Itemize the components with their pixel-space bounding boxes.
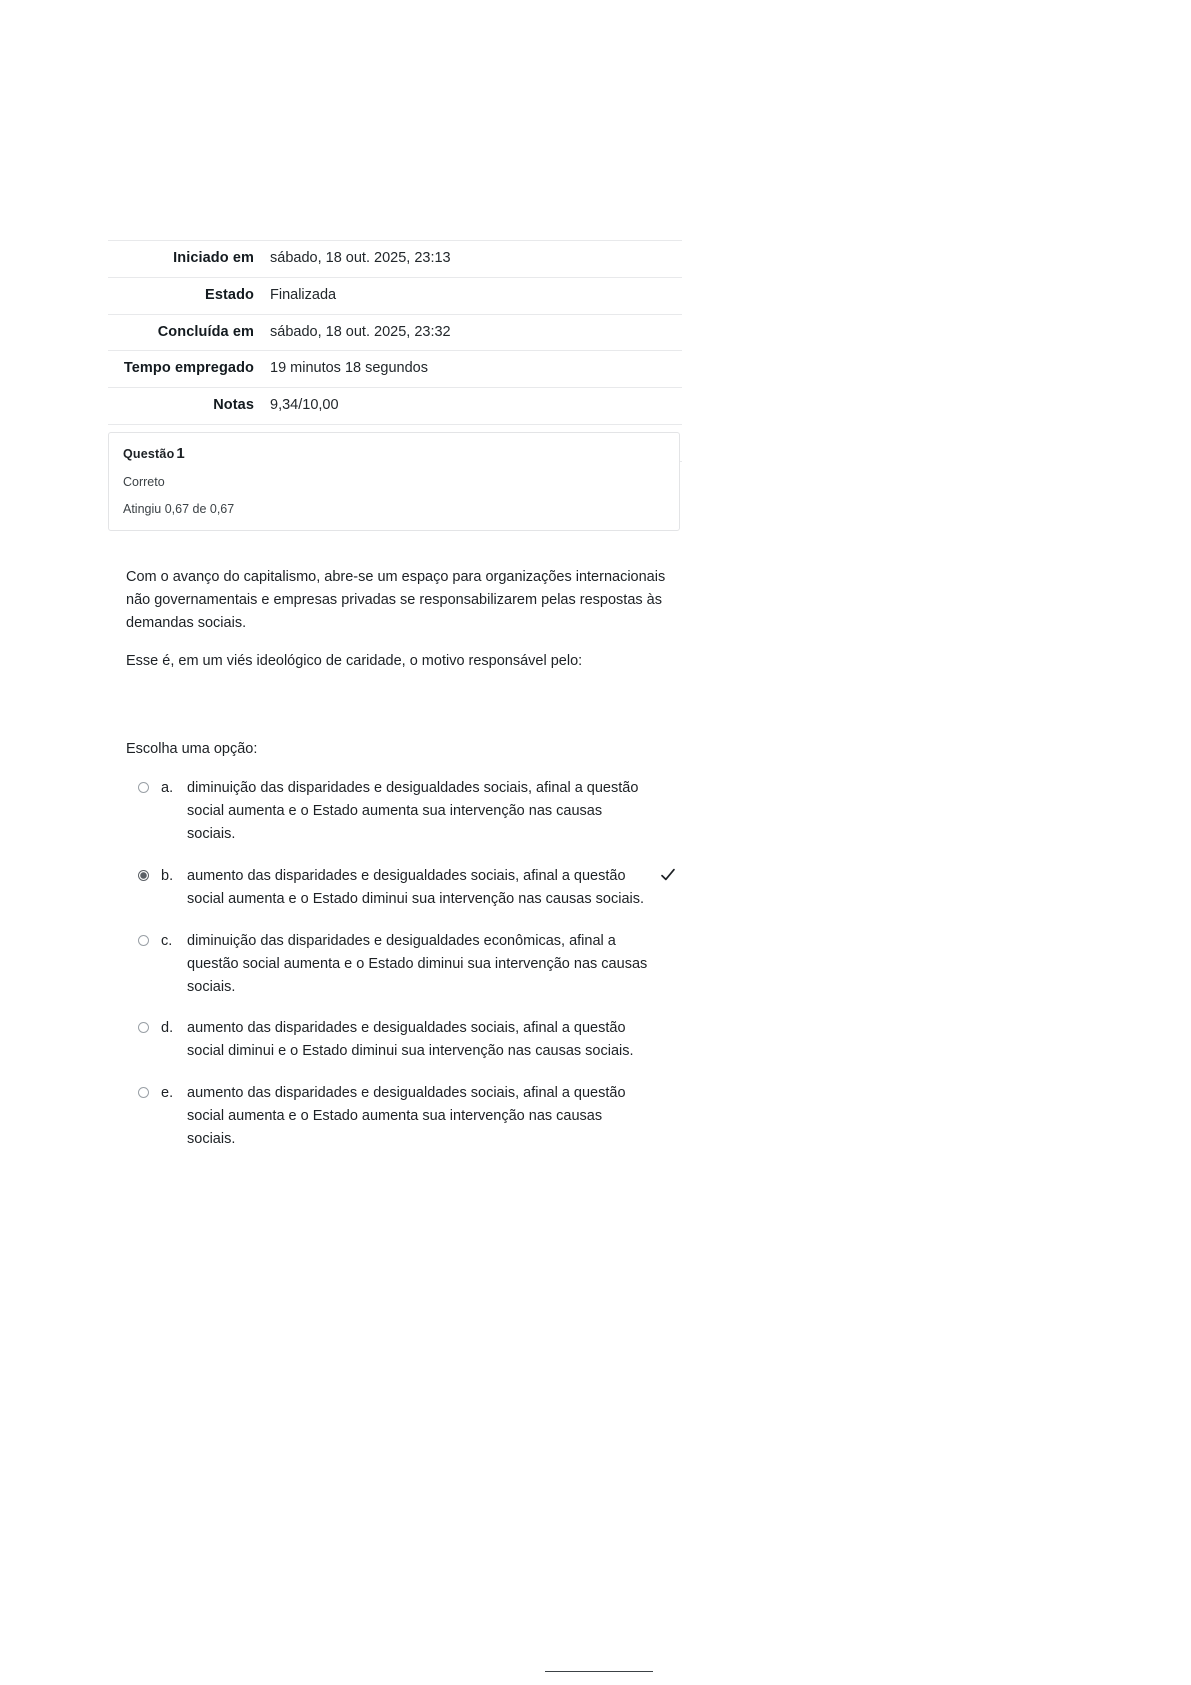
check-icon [659, 866, 677, 884]
option-text-a: diminuição das disparidades e desigualdades sociais, afinal a questão social aumenta e o Estado aumenta sua intervenção nas causas sociais. [187, 780, 639, 842]
question-text [126, 566, 666, 673]
option-letter-d: d. [161, 1020, 174, 1037]
option-text-b: aumento das disparidades e desigualdades sociais, afinal a questão social aumenta e o Estado diminui sua intervenção nas causas sociais. [187, 867, 645, 907]
question-paragraph-2: Esse é, em um viés ideológico de caridade, o motivo responsável pelo: [126, 652, 583, 669]
option-letter-c: c. [161, 932, 173, 949]
summary-label-completed: Concluída em [157, 323, 254, 340]
question-paragraph-1: Com o avanço do capitalismo, abre-se um espaço para organizações internacionais não governamentais e empresas privadas se responsabilizarem pelas respostas às demandas sociais. [126, 569, 666, 632]
summary-label-time-taken: Tempo empregado [123, 360, 254, 377]
option-text-e: aumento das disparidades e desigualdades sociais, afinal a questão social aumenta e o Estado aumenta sua intervenção nas causas sociais. [187, 1085, 626, 1148]
option-text-c: diminuição das disparidades e desigualdades econômicas, afinal a questão social aumenta e o Estado diminui sua intervenção nas causas sociais. [187, 932, 648, 995]
option-letter-e: e. [161, 1085, 174, 1102]
summary-value-started: sábado, 18 out. 2025, 23:13 [270, 250, 451, 266]
attempt-summary-table [108, 240, 682, 462]
table-row [108, 277, 682, 314]
option-letter-b: b. [161, 867, 174, 884]
option-text-d: aumento das disparidades e desigualdades sociais, afinal a questão social diminui e o Estado diminui sua intervenção nas causas sociais. [187, 1020, 634, 1060]
summary-value-marks: 9,34/10,00 [270, 397, 339, 413]
radio-icon-a[interactable] [138, 782, 149, 793]
summary-value-completed: sábado, 18 out. 2025, 23:32 [270, 323, 451, 340]
answer-prompt: Escolha uma opção: [126, 741, 258, 757]
question-title-label: Questão [123, 447, 175, 461]
answer-options [126, 738, 671, 1151]
question-title [123, 445, 665, 462]
radio-icon-e[interactable] [138, 1087, 149, 1098]
radio-icon-b[interactable] [138, 870, 149, 881]
option-e[interactable] [126, 1082, 671, 1151]
option-c[interactable] [126, 930, 671, 999]
question-info-box [108, 432, 680, 531]
option-b[interactable] [126, 865, 671, 911]
question-state: Correto [123, 475, 165, 489]
table-row [108, 388, 682, 425]
table-row [108, 241, 682, 278]
summary-label-marks: Notas [213, 397, 254, 413]
table-row [108, 351, 682, 388]
summary-value-time-taken: 19 minutos 18 segundos [270, 360, 428, 377]
option-a[interactable] [126, 777, 671, 846]
question-number: 1 [176, 445, 185, 462]
summary-value-state: Finalizada [270, 286, 337, 303]
table-row [108, 314, 682, 351]
radio-icon-c[interactable] [138, 935, 149, 946]
option-d[interactable] [126, 1017, 671, 1063]
footer-divider [545, 1671, 653, 1672]
option-letter-a: a. [161, 780, 174, 797]
summary-label-started: Iniciado em [173, 250, 254, 266]
summary-label-state: Estado [205, 286, 254, 303]
question-marks: Atingiu 0,67 de 0,67 [123, 502, 235, 516]
radio-icon-d[interactable] [138, 1022, 149, 1033]
